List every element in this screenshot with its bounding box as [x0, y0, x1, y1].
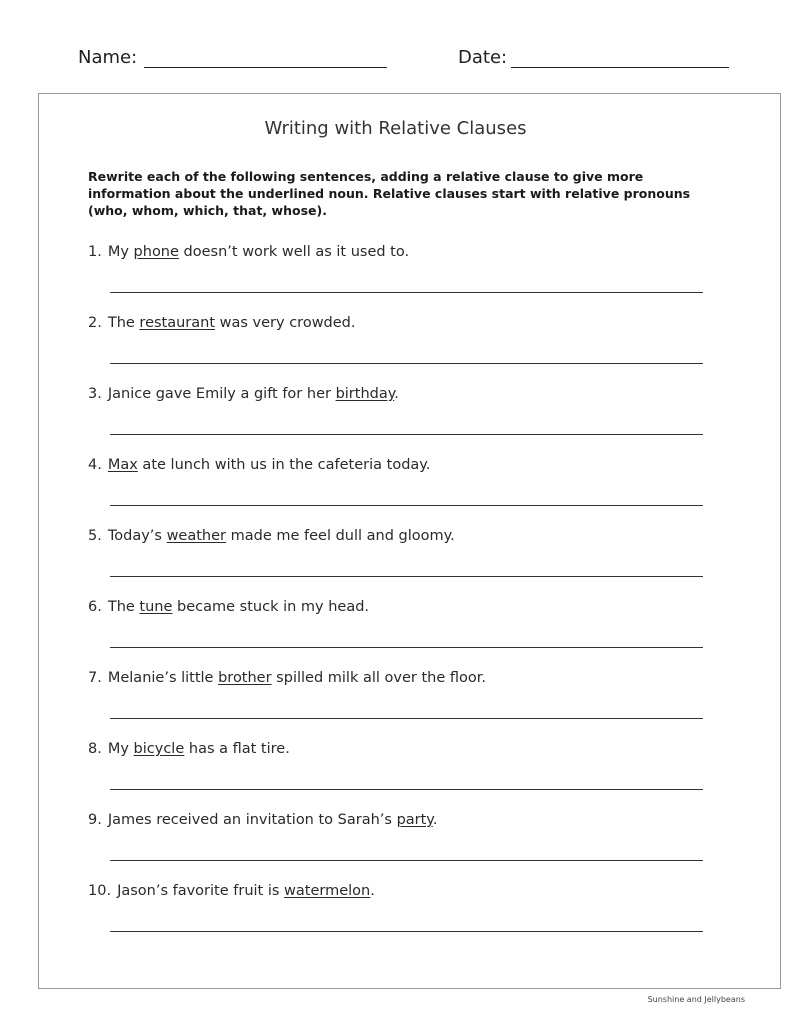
- question-6: [88, 598, 728, 620]
- question-4: [88, 456, 728, 478]
- question-9: [88, 811, 728, 833]
- sentence-text: Jason’s favorite fruit is: [117, 883, 285, 899]
- answer-line-2[interactable]: [110, 363, 703, 364]
- question-number: 7.: [88, 670, 102, 686]
- question-8: [88, 740, 728, 762]
- sentence-text: Today’s: [107, 528, 167, 544]
- underlined-noun: brother: [218, 670, 272, 686]
- answer-line-3[interactable]: [110, 434, 703, 435]
- sentence-text: The: [107, 315, 140, 331]
- question-number: 2.: [88, 315, 102, 331]
- underlined-noun: watermelon: [284, 883, 371, 899]
- sentence-text: became stuck in my head.: [172, 599, 370, 615]
- name-label: Name:: [78, 47, 138, 68]
- answer-line-9[interactable]: [110, 860, 703, 861]
- question-3: [88, 385, 728, 407]
- sentence-text: .: [432, 812, 438, 828]
- sentence-text: has a flat tire.: [184, 741, 290, 757]
- question-number: 3.: [88, 386, 102, 402]
- question-number: 5.: [88, 528, 102, 544]
- question-10: [88, 882, 728, 904]
- sentence-text: .: [394, 386, 399, 402]
- question-7: [88, 669, 728, 691]
- answer-line-10[interactable]: [110, 931, 703, 932]
- sentence-text: Melanie’s little: [107, 670, 219, 686]
- sentence-text: The: [107, 599, 140, 615]
- underlined-noun: party: [396, 812, 433, 828]
- sentence-text: spilled milk all over the floor.: [271, 670, 486, 686]
- instructions: Rewrite each of the following sentences, adding a relative clause to give more information about the underlined noun. Relative clauses start with relative pronouns (who, whom, which, that, whose).: [88, 169, 691, 218]
- question-1: [88, 243, 728, 265]
- question-5: [88, 527, 728, 549]
- footer-credit: Sunshine and Jellybeans: [647, 995, 745, 1004]
- date-label: Date:: [458, 47, 508, 68]
- sentence-text: ate lunch with us in the cafeteria today.: [137, 457, 431, 473]
- sentence-text: .: [370, 883, 375, 899]
- sentence-text: My: [107, 741, 134, 757]
- underlined-noun: bicycle: [133, 741, 185, 757]
- answer-line-1[interactable]: [110, 292, 703, 293]
- question-number: 6.: [88, 599, 102, 615]
- sentence-text: made me feel dull and gloomy.: [226, 528, 455, 544]
- question-number: 10.: [88, 883, 112, 899]
- answer-line-5[interactable]: [110, 576, 703, 577]
- sentence-text: My: [107, 244, 134, 260]
- underlined-noun: Max: [107, 457, 138, 473]
- underlined-noun: birthday: [335, 386, 395, 402]
- sentence-text: Janice gave Emily a gift for her: [107, 386, 336, 402]
- question-2: [88, 314, 728, 336]
- underlined-noun: restaurant: [139, 315, 216, 331]
- question-number: 9.: [88, 812, 102, 828]
- answer-line-7[interactable]: [110, 718, 703, 719]
- question-number: 1.: [88, 244, 102, 260]
- underlined-noun: weather: [166, 528, 226, 544]
- sentence-text: doesn’t work well as it used to.: [178, 244, 410, 260]
- date-field-line[interactable]: [511, 67, 729, 68]
- underlined-noun: tune: [139, 599, 173, 615]
- worksheet-title: Writing with Relative Clauses: [264, 118, 527, 139]
- answer-line-6[interactable]: [110, 647, 703, 648]
- underlined-noun: phone: [133, 244, 179, 260]
- answer-line-4[interactable]: [110, 505, 703, 506]
- question-number: 8.: [88, 741, 102, 757]
- name-field-line[interactable]: [144, 67, 387, 68]
- question-number: 4.: [88, 457, 102, 473]
- sentence-text: James received an invitation to Sarah’s: [107, 812, 397, 828]
- answer-line-8[interactable]: [110, 789, 703, 790]
- sentence-text: was very crowded.: [215, 315, 356, 331]
